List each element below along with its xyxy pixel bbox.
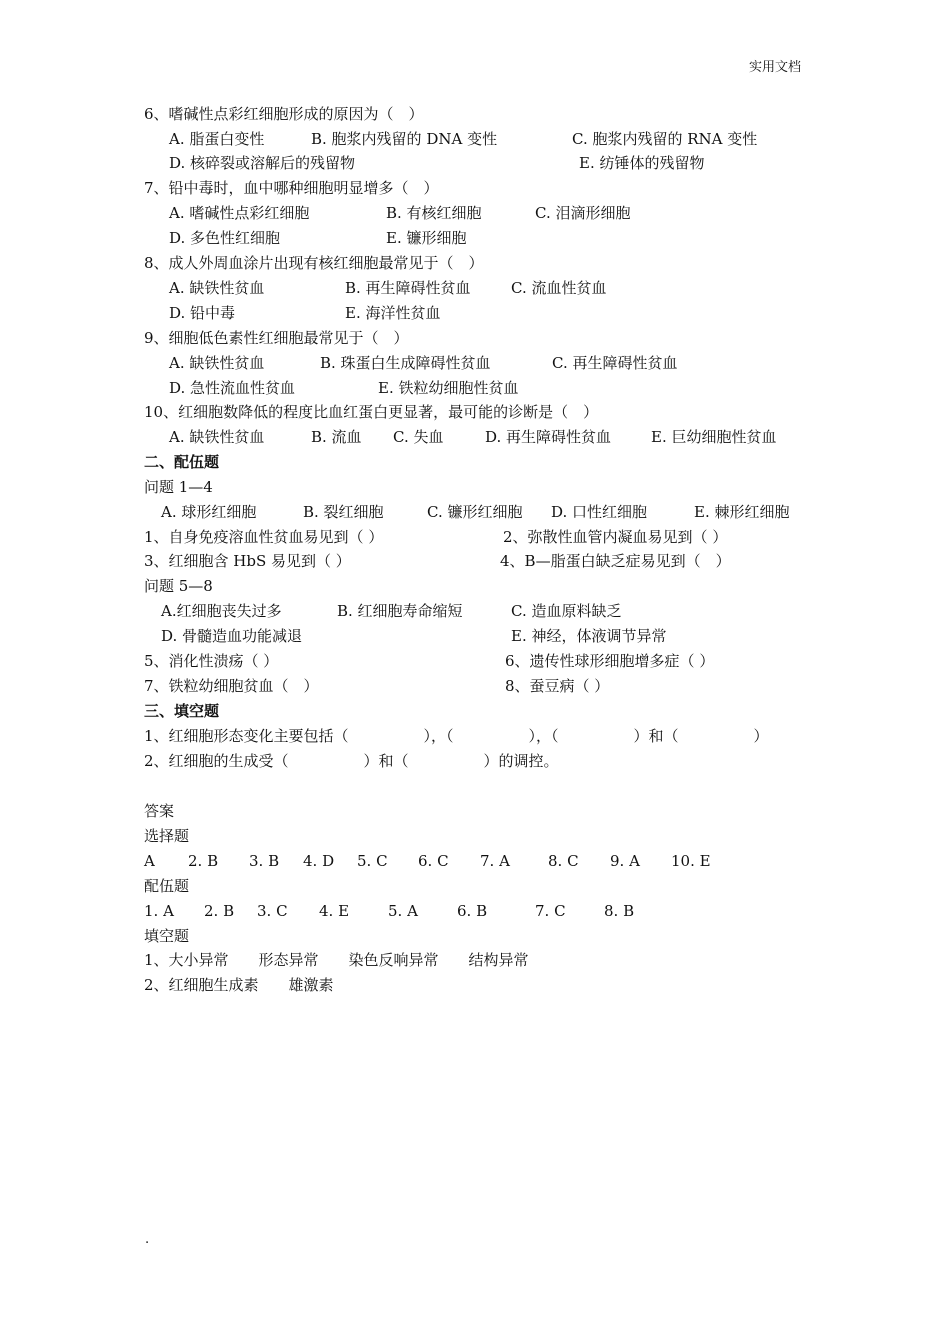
matching-group-1-option-d: D. 口性红细胞 — [551, 503, 648, 521]
question-7-option-b: B. 有核红细胞 — [386, 204, 482, 222]
answers-mc-6: 6. C — [418, 852, 449, 870]
answers-mc-2: 2. B — [188, 852, 219, 870]
question-6-option-d: D. 核碎裂或溶解后的残留物 — [169, 154, 356, 172]
matching-group-1-option-c: C. 镰形红细胞 — [427, 503, 523, 521]
answers-fill-2: 2、红细胞生成素 雄激素 — [144, 976, 334, 994]
answers-match-1: 1. A — [144, 902, 174, 920]
question-8-option-d: D. 铅中毒 — [169, 304, 236, 322]
question-7-stem: 7、铅中毒时，血中哪种细胞明显增多（ ） — [144, 179, 439, 197]
matching-question-4: 4、Β—脂蛋白缺乏症易见到（ ） — [500, 552, 731, 570]
question-10-option-c: C. 失血 — [393, 428, 444, 446]
matching-question-2: 2、弥散性血管内凝血易见到（ ） — [503, 528, 728, 546]
matching-question-3: 3、红细胞含 HbS 易见到（ ） — [144, 552, 351, 570]
question-10-option-d: D. 再生障碍性贫血 — [485, 428, 612, 446]
answers-match-8: 8. B — [604, 902, 635, 920]
question-9-option-e: E. 铁粒幼细胞性贫血 — [378, 379, 519, 397]
matching-question-6: 6、遗传性球形细胞增多症（ ） — [505, 652, 715, 670]
matching-group-2-option-d: D. 骨髓造血功能减退 — [161, 627, 303, 645]
answers-mc-1: A — [144, 852, 155, 870]
answers-mc-5: 5. C — [357, 852, 388, 870]
question-8-option-e: E. 海洋性贫血 — [345, 304, 441, 322]
answers-mc-7: 7. A — [480, 852, 510, 870]
question-9-stem: 9、细胞低色素性红细胞最常见于（ ） — [144, 329, 409, 347]
question-9-option-a: A. 缺铁性贫血 — [169, 354, 265, 372]
question-7-option-a: A. 嗜碱性点彩红细胞 — [169, 204, 310, 222]
question-6-option-b: B. 胞浆内残留的 DNA 变性 — [311, 130, 498, 148]
matching-heading: 二、配伍题 — [144, 453, 220, 471]
question-10-stem: 10、红细胞数降低的程度比血红蛋白更显著，最可能的诊断是（ ） — [144, 403, 599, 421]
answers-match-5: 5. A — [388, 902, 418, 920]
fill-question-1: 1、红细胞形态变化主要包括（ ），（ ），（ ）和（ ） — [144, 727, 769, 745]
question-9-option-c: C. 再生障碍性贫血 — [552, 354, 678, 372]
answers-match-title: 配伍题 — [144, 877, 190, 895]
matching-group-2-title: 问题 5—8 — [144, 577, 213, 595]
footer-mark: . — [145, 1232, 150, 1247]
answers-match-4: 4. E — [319, 902, 350, 920]
answers-mc-8: 8. C — [548, 852, 579, 870]
matching-group-2-option-a: A.红细胞丧失过多 — [161, 602, 282, 620]
answers-mc-3: 3. B — [249, 852, 280, 870]
question-9-option-b: B. 珠蛋白生成障碍性贫血 — [320, 354, 491, 372]
matching-question-1: 1、自身免疫溶血性贫血易见到（ ） — [144, 528, 384, 546]
matching-group-2-option-c: C. 造血原料缺乏 — [511, 602, 622, 620]
answers-fill-1: 1、大小异常 形态异常 染色反响异常 结构异常 — [144, 951, 529, 969]
answers-match-7: 7. C — [535, 902, 566, 920]
question-10-option-b: B. 流血 — [311, 428, 362, 446]
answers-match-2: 2. B — [204, 902, 235, 920]
answers-mc-title: 选择题 — [144, 827, 190, 845]
question-8-option-c: C. 流血性贫血 — [511, 279, 607, 297]
matching-group-1-title: 问题 1—4 — [144, 478, 213, 496]
answers-match-6: 6. B — [457, 902, 488, 920]
answers-mc-10: 10. E — [671, 852, 711, 870]
question-7-option-e: E. 镰形细胞 — [386, 229, 467, 247]
answers-mc-4: 4. D — [303, 852, 335, 870]
matching-question-8: 8、蚕豆病（ ） — [505, 677, 610, 695]
question-6-option-e: E. 纺锤体的残留物 — [579, 154, 705, 172]
matching-group-1-option-a: A. 球形红细胞 — [161, 503, 257, 521]
header-label: 实用文档 — [749, 60, 802, 75]
matching-question-7: 7、铁粒幼细胞贫血（ ） — [144, 677, 319, 695]
matching-group-1-option-e: E. 棘形红细胞 — [694, 503, 790, 521]
question-8-option-a: A. 缺铁性贫血 — [169, 279, 265, 297]
fill-question-2: 2、红细胞的生成受（ ）和（ ）的调控。 — [144, 752, 559, 770]
answers-mc-9: 9. A — [610, 852, 640, 870]
matching-group-1-option-b: B. 裂红细胞 — [303, 503, 384, 521]
question-10-option-e: E. 巨幼细胞性贫血 — [651, 428, 777, 446]
fill-heading: 三、填空题 — [144, 702, 220, 720]
matching-group-2-option-b: B. 红细胞寿命缩短 — [337, 602, 463, 620]
question-9-option-d: D. 急性流血性贫血 — [169, 379, 296, 397]
question-6-stem: 6、嗜碱性点彩红细胞形成的原因为（ ） — [144, 105, 424, 123]
answers-fill-title: 填空题 — [144, 927, 190, 945]
question-7-option-d: D. 多色性红细胞 — [169, 229, 281, 247]
question-8-stem: 8、成人外周血涂片出现有核红细胞最常见于（ ） — [144, 254, 484, 272]
question-10-option-a: A. 缺铁性贫血 — [169, 428, 265, 446]
question-6-option-c: C. 胞浆内残留的 RNA 变性 — [572, 130, 758, 148]
matching-question-5: 5、消化性溃疡（ ） — [144, 652, 279, 670]
question-7-option-c: C. 泪滴形细胞 — [535, 204, 631, 222]
answers-match-3: 3. C — [257, 902, 288, 920]
question-6-option-a: A. 脂蛋白变性 — [169, 130, 265, 148]
answers-heading: 答案 — [144, 802, 175, 820]
matching-group-2-option-e: E. 神经，体液调节异常 — [511, 627, 667, 645]
question-8-option-b: B. 再生障碍性贫血 — [345, 279, 471, 297]
